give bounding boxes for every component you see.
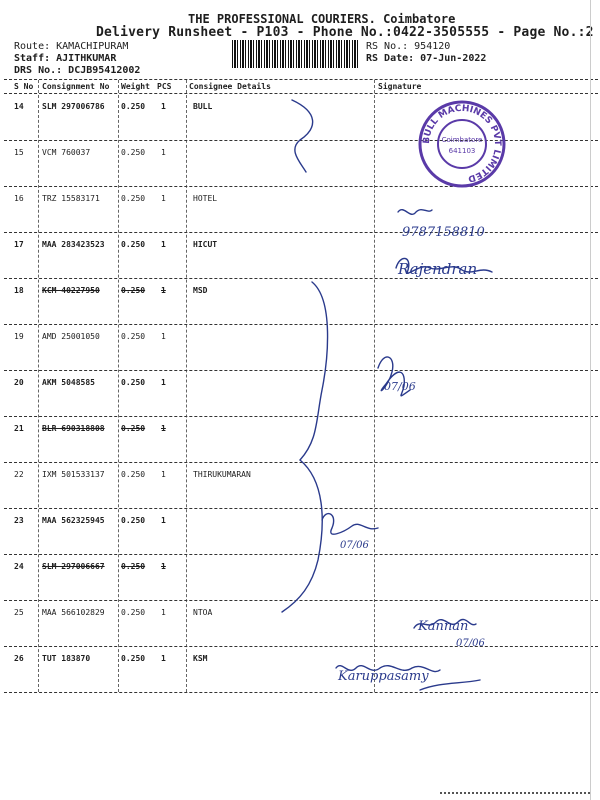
row-weight: 0.250 [121, 424, 146, 433]
row-pcs: 1 [161, 470, 166, 479]
row-consignee: KSM [193, 654, 208, 663]
row-consignee: HICUT [193, 240, 218, 249]
company-title: THE PROFESSIONAL COURIERS. Coimbatore [188, 12, 456, 26]
col-consignee: Consignee Details [189, 82, 271, 91]
row-weight: 0.250 [121, 378, 146, 387]
row-weight: 0.250 [121, 562, 146, 571]
svg-text:Kannan: Kannan [418, 619, 469, 634]
svg-text:9787158810: 9787158810 [402, 225, 485, 240]
row-sno: 16 [14, 194, 24, 203]
row-consignee: BULL [193, 102, 213, 111]
row-pcs: 1 [161, 378, 166, 387]
row-sno: 17 [14, 240, 24, 249]
staff-label: Staff: AJITHKUMAR [14, 53, 117, 64]
svg-text:07/06: 07/06 [384, 380, 416, 393]
row-weight: 0.250 [121, 608, 146, 617]
row-sno: 24 [14, 562, 24, 571]
row-consignment: VCM 760037 [42, 148, 91, 157]
row-sno: 15 [14, 148, 24, 157]
route-label: Route: KAMACHIPURAM [14, 41, 129, 52]
row-consignment: SLM 297006667 [42, 562, 105, 571]
row-consignee: HOTEL [193, 194, 218, 203]
row-pcs: 1 [161, 516, 166, 525]
bottom-dotted-line [440, 792, 590, 798]
row-pcs: 1 [161, 148, 166, 157]
svg-text:07/06: 07/06 [456, 638, 485, 649]
row-consignment: BLR 690318808 [42, 424, 105, 433]
row-pcs: 1 [161, 332, 166, 341]
row-consignment: MAA 566102829 [42, 608, 105, 617]
row-sno: 23 [14, 516, 24, 525]
row-pcs: 1 [161, 194, 166, 203]
row-sno: 21 [14, 424, 24, 433]
row-weight: 0.250 [121, 654, 146, 663]
row-consignment: AKM 5048585 [42, 378, 95, 387]
drs-number: DRS No.: DCJB95412002 [14, 65, 141, 76]
row-consignment: MAA 562325945 [42, 516, 105, 525]
rs-number: RS No.: 954120 [366, 41, 451, 52]
col-consignment: Consignment No [42, 82, 110, 91]
row-pcs: 1 [161, 286, 166, 295]
row-weight: 0.250 [121, 240, 146, 249]
row-consignment: KCM 40227950 [42, 286, 100, 295]
row-sno: 19 [14, 332, 24, 341]
row-consignment: AMD 25001050 [42, 332, 100, 341]
row-consignee: THIRUKUMARAN [193, 470, 251, 479]
row-consignee: NTOA [193, 608, 213, 617]
row-sno: 20 [14, 378, 24, 387]
row-pcs: 1 [161, 424, 166, 433]
rs-date: RS Date: 07-Jun-2022 [366, 53, 487, 64]
col-sno: S No [14, 82, 34, 91]
svg-text:641103: 641103 [448, 147, 476, 155]
row-weight: 0.250 [121, 516, 146, 525]
row-sno: 18 [14, 286, 24, 295]
svg-text:Coimbatore: Coimbatore [441, 136, 483, 144]
row-consignment: IXM 501533137 [42, 470, 105, 479]
row-consignment: TRZ 15583171 [42, 194, 100, 203]
row-weight: 0.250 [121, 332, 146, 341]
row-weight: 0.250 [121, 470, 146, 479]
row-weight: 0.250 [121, 286, 146, 295]
row-pcs: 1 [161, 654, 166, 663]
row-weight: 0.250 [121, 102, 146, 111]
row-consignment: TUT 183870 [42, 654, 91, 663]
col-signature: Signature [378, 82, 422, 91]
row-weight: 0.250 [121, 148, 146, 157]
col-pcs: PCS [157, 82, 172, 91]
row-pcs: 1 [161, 102, 166, 111]
col-weight: Weight [121, 82, 150, 91]
row-consignee: MSD [193, 286, 208, 295]
row-consignment: MAA 283423523 [42, 240, 105, 249]
row-sno: 25 [14, 608, 24, 617]
row-pcs: 1 [161, 608, 166, 617]
svg-text:BULL MACHINES PVT LIMITED: BULL MACHINES PVT LIMITED [421, 103, 503, 184]
svg-text:Karuppasamy: Karuppasamy [338, 669, 429, 684]
row-consignment: SLM 297006786 [42, 102, 105, 111]
row-sno: 14 [14, 102, 24, 111]
svg-text:Rajendran: Rajendran [398, 260, 478, 278]
row-sno: 26 [14, 654, 24, 663]
row-weight: 0.250 [121, 194, 146, 203]
row-pcs: 1 [161, 562, 166, 571]
row-pcs: 1 [161, 240, 166, 249]
svg-text:07/06: 07/06 [340, 540, 369, 551]
runsheet-title: Delivery Runsheet - P103 - Phone No.:0422-3505555 - Page No.:2 [96, 25, 594, 40]
row-sno: 22 [14, 470, 24, 479]
